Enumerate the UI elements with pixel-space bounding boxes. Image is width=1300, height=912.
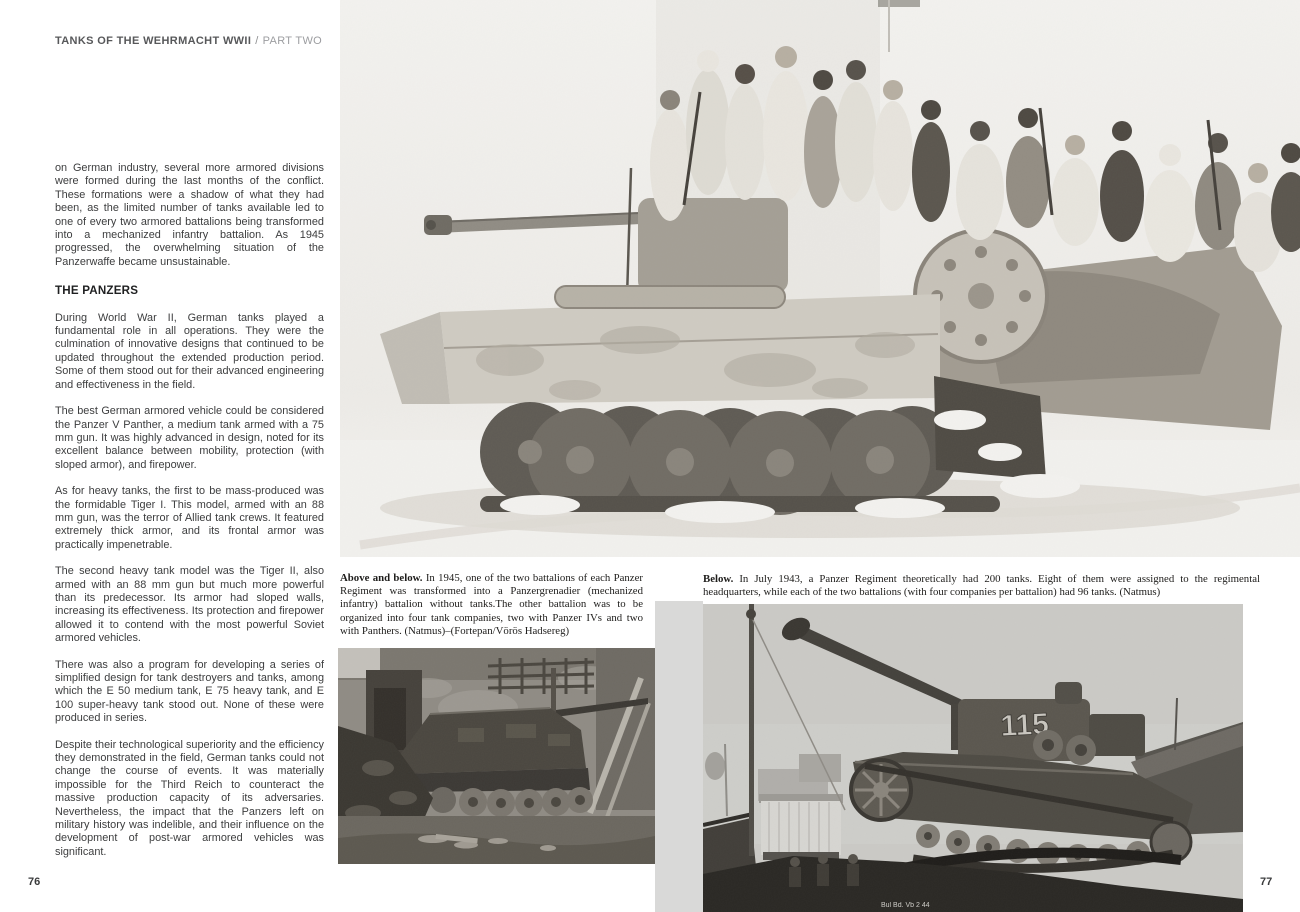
caption-lead: Below.: [703, 573, 734, 585]
photo-panther-with-riders: [340, 0, 1300, 557]
photo-destroyed-jagdpanther: [338, 648, 655, 864]
caption-above-and-below: [340, 572, 643, 638]
header-separator: /: [255, 35, 259, 47]
caption-below: [703, 573, 1260, 599]
paragraph: The best German armored vehicle could be considered the Panzer V Panther, a medium tank armed with a 75 mm gun. It was highly advanced in design, noted for its excellent balance between mobility, protection (with sloped armor), and firepower.: [55, 405, 324, 471]
jagdpanther-photo-illustration: [338, 648, 655, 864]
caption-text: In July 1943, a Panzer Regiment theoretically had 200 tanks. Eight of them were assigned to the regimental headquarters, while each of the two battalions (with four companies per battalion) had 96 tanks. (Natmus): [703, 573, 1260, 599]
gray-divider-band: [655, 601, 703, 912]
photo-panzer-iv-loading: [703, 604, 1243, 912]
paragraph: The second heavy tank model was the Tiger II, also armed with an 88 mm gun but much more powerful than its predecessor. Its armor had sloped walls, increasing its effectiveness. Its protection and firepower allowed it to contend with the most powerful Soviet armored vehicles.: [55, 565, 324, 645]
paragraph: There was also a program for developing a series of simplified design for tank destroyers and tanks, among which the E 50 medium tank, E 75 heavy tank, and E 100 super-heavy tank stood out. None of these were produced in series.: [55, 658, 324, 725]
paragraph: As for heavy tanks, the first to be mass-produced was the formidable Tiger I. This model, armed with an 88 mm gun, was the terror of Allied tank crews. It featured extremely thick armor, and its frontal armor was practically impenetrable.: [55, 485, 324, 551]
panther-photo-illustration: [340, 0, 1300, 557]
paragraph: Despite their technological superiority and the efficiency they demonstrated in the field, German tanks could not change the course of events. It was materially impossible for the Third Reich to counteract the massive production capacity of its adversaries. Nevertheless, the impact that the Panzers left on military history was indelible, and their influence on the development of post-war armored vehicles was significant.: [55, 738, 324, 858]
panzer-iv-photo-illustration: [703, 604, 1243, 912]
paragraph-intro: on German industry, several more armored divisions were formed during the last months of the conflict. These formations were a shadow of what they had been, as the limited number of tanks available led to one of every two armored battalions being transformed into a mechanized infantry battalion. As 1945 progressed, the overwhelming situation of the Panzerwaffe became unsustainable.: [55, 162, 324, 268]
page-number-left: 76: [28, 876, 41, 888]
section-heading-the-panzers: THE PANZERS: [55, 284, 139, 298]
caption-text: In 1945, one of the two battalions of each Panzer Regiment was transformed into a Panzergrenadier (mechanized infantry) battalion without tanks.The other battalion was to be organized into four tank companies, two with Panzer IVs and two with Panthers. (Natmus)–(Fortepan/Vörös Hadsereg): [340, 572, 643, 637]
body-text-column: [55, 162, 324, 872]
running-header: [55, 35, 322, 47]
page-number-right: 77: [1260, 876, 1273, 888]
paragraph: During World War II, German tanks played a fundamental role in all operations. They were the culmination of innovative designs that continued to be updated throughout the extended production period. Some of them stood out for their advanced engineering and effectiveness in the field.: [55, 311, 324, 391]
book-title: TANKS OF THE WEHRMACHT WWII: [55, 35, 252, 47]
caption-lead: Above and below.: [340, 572, 423, 584]
part-label: PART TWO: [262, 35, 323, 47]
